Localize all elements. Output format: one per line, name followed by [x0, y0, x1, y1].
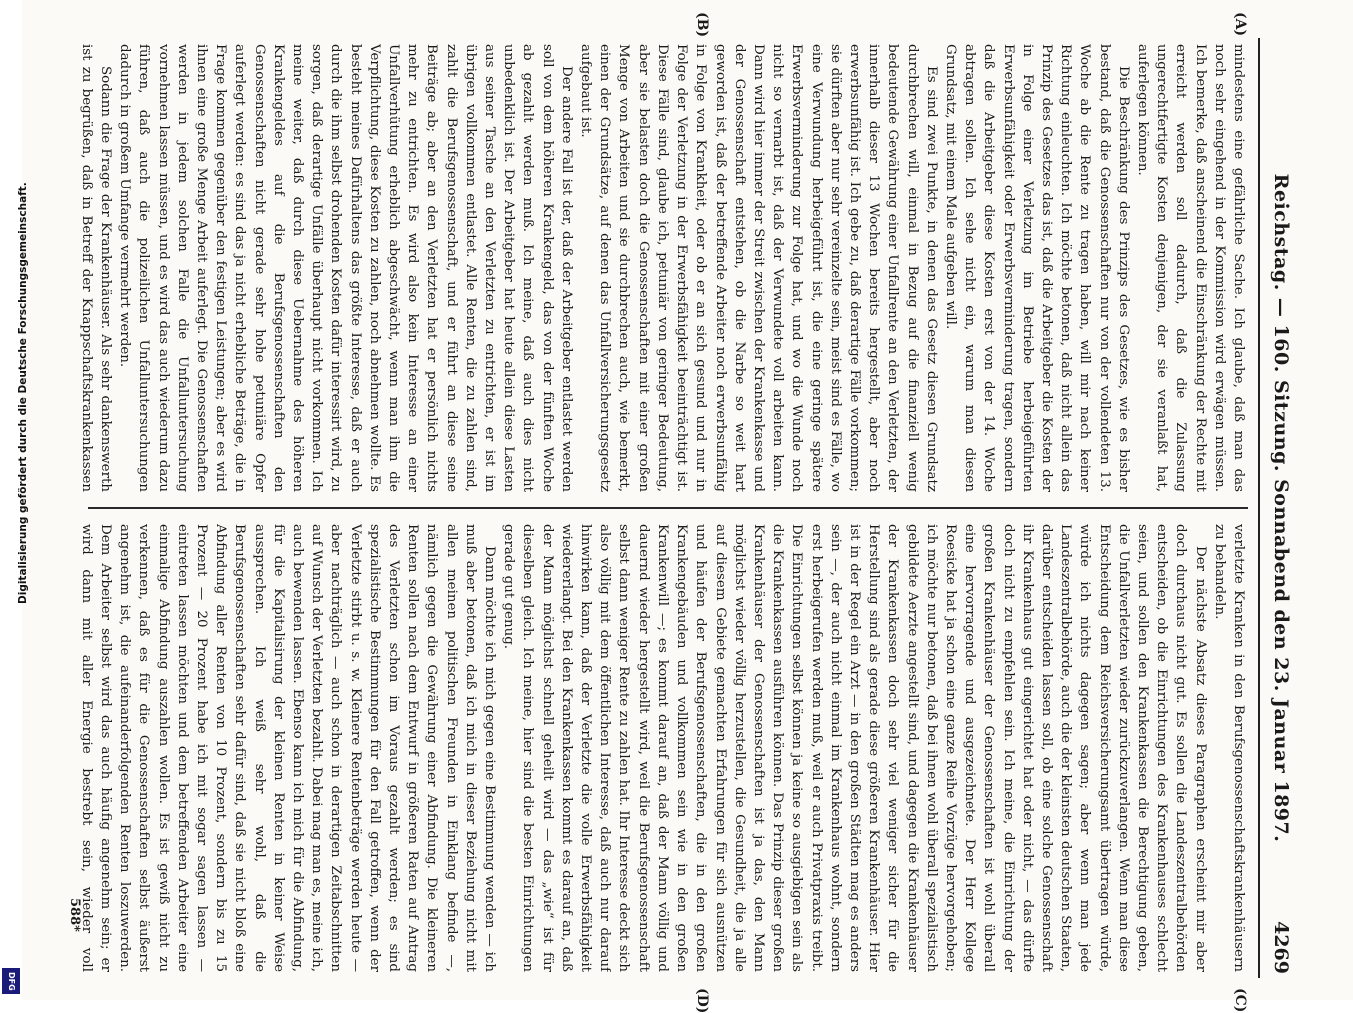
page-number: 4269 [1270, 921, 1292, 974]
paragraph: Sodann die Frage der Krankenhäuser. Als sehr dankenswerth ist zu begrüßen, daß in Betreff der Knappschaftskrankenkassen [78, 44, 114, 492]
margin-marker-a: (A) [1232, 12, 1248, 37]
paragraph: verletzte Kranken in den Berufsgenossenschaftskrankenhäusern zu behandeln. [1211, 524, 1246, 972]
paragraph: Der andere Fall ist der, daß der Arbeitgeber entlastet werden soll von dem höheren Krankengeld, das von der fünften Woche ab gezahlt werden muß. Ich meine, daß auch dies nicht unbedenklich ist. Der Arbeitgeber hat heute allein diese Lasten aus seiner Tasche an den Verletzten zu entrichten, er ist im übrigen vollkommen entlastet. Alle Renten, die zu zahlen sind, zahlt die Berufsgenossenschaft, und er führt an diese seine Beiträge ab; aber an den Verletzten hat er persönlich nichts mehr zu entrichten. Es wird also kein Interesse an einer Unfallverhütung erheblich abgeschwächt, wenn man ihm die Verpflichtung, diese Kosten zu zahlen, noch abnehmen wollte. Es besteht meines Dafürhaltens das größte Interesse, daß er auch durch die ihm selbst drohenden Kosten dafür interessirt wird, zu sorgen, daß derartige Unfälle überhaupt nicht vorkommen. Ich meine weiter, daß durch diese Uebernahme des höheren Krankengeldes auf die Berufsgenossenschaften den Genossenschaften nicht gerade sehr hohe petuniäre Opfer auferlegt werden: es sind das ja nicht erhebliche Beträge, die in Frage kommen gegenüber den festigen Leistungen; aber es wird ihnen eine große Menge Arbeit auferlegt. Die Genossenschaften werden in jedem solchen Falle die Unfalluntersuchung vornehmen lassen müssen, und es wird das auch wiederum dazu führen, daß auch die polizeilichen Unfalluntersuchungen dadurch in großem Umfange vermehrt werden. [117, 44, 574, 492]
rotated-document-page [60, 12, 1300, 1013]
paragraph: Dann möchte ich mich gegen eine Bestimmung wenden — ich muß aber betonen, daß ich mich in dieser Beziehung nicht mit allen meinen politischen Freunden in Einklang befinde —, nämlich gegen die Gewährung einer Abfindung. Die kleineren Renten sollen nach dem Entwurf in größeren Raten auf Antrag des Verletzten schon im Voraus gezahlt werden; es sind spezialistische Bestimmungen für den Fall getroffen, wenn der Verletzte stirbt u. s. w. Kleinere Rentenbeträge werden heute — aber nachträglich — auch schon in derartigen Zeitabschnitten auf Wunsch der Verletzten bezahlt. Dabei mag man es, meine ich, auch bewenden lassen. Ebenso kann ich mich für die Abfindung, für die Kapitalisirung der kleinen Renten in keiner Weise aussprechen. Ich weiß sehr wohl, daß die Berufsgenossenschaften sehr dafür sind, daß sie nicht bloß eine Abfindung aller Renten von 10 Prozent, sondern bis zu 15 Prozent — 20 Prozent habe ich mit sogar sagen lassen — eintreten lassen möchten und dem betreffenden Arbeiter eine einmalige Abfindung auszahlen wollen. Es ist gewiß nicht zu verkennen, daß es für die Genossenschaften selbst äußerst angenehm ist, die aufeinanderfolgenden Renten loszuwerden. Dem Arbeiter selbst wird das auch häufig angenehm sein; er wird dann mit aller Energie bestrebt sein, wieder voll [78, 524, 498, 972]
dfg-logo-icon: DFG [2, 968, 20, 994]
page-header [1258, 38, 1300, 978]
right-text-column [78, 524, 1248, 972]
running-title: Reichstag. — 160. Sitzung. Sonnabend den 23. Januar 1897. [1270, 173, 1292, 843]
credit-text: Digitalisierung gefördert durch die Deutsche Forschungsgemeinschaft. [17, 182, 29, 604]
margin-marker-c: (C) [1232, 988, 1248, 1013]
left-text-column [78, 44, 1248, 492]
credit-strip [0, 0, 29, 1000]
paragraph: Die Beschränkung des Prinzips des Gesetzes, wie es bisher bestand, daß die Genossenschaften nur von der vollendeten 13. Woche ab die Rente zu tragen haben, will mir nach keiner Richtung einleuchten. Ich möchte betonen, daß nicht allein das Prinzip des Gesetzes das ist, daß die Arbeitgeber die Kosten der in Folge einer Verletzung im Betriebe herbeigeführten Erwerbsunfähigkeit oder Erwerbsverminderung tragen, sondern daß die Arbeitgeber diese Kosten erst von der 14. Woche abtragen sollen. Ich sehe nicht ein, warum man diesen Grundsatz, mit einem Male aufgeben will. [942, 44, 1131, 492]
signature-mark: 588* [67, 898, 82, 932]
paragraph: Es sind zwei Punkte, in denen das Gesetz diesen Grundsatz durchbrechen will, einmal in Bezug auf die finanziell wenig bedeutende Gewährung einer Unfallrente an den Verletzten, der innerhalb dieser 13 Wochen bereits hergestellt, aber noch erwerbsunfähig ist. Ich gebe zu, daß derartige Fälle vorkommen; sie dürften aber nur sehr vereinzelte sein, meist sind es Fälle, wo eine Verwundung herbeigeführt ist, die eine geringe spätere Erwerbsverminderung zur Folge hat, und wo die Wunde noch nicht so vernarbt ist, daß der Verwundete voll arbeiten kann. Dann wird hier immer der Streit zwischen der Krankenkasse und der Genossenschaft entstehen, ob die Narbe so weit hart geworden ist, daß der betreffende Arbeiter noch erwerbsunfähig in Folge von Krankheit, oder ob er an sich gesund und nur in Folge der Verletzung in der Erwerbsfähigkeit beeinträchtigt ist. Diese Fälle sind, glaube ich, petuniär von geringer Bedeutung, aber sie belasten doch die Genossenschaften mit einer großen Menge von Arbeiten und sie durchbrechen auch, wie bemerkt, einen der Grundsätze, auf denen das Unfallversicherungsgesetz aufgebaut ist. [578, 44, 939, 492]
column-divider [88, 507, 1248, 509]
margin-marker-d: (D) [694, 988, 710, 1013]
paragraph: Der nächste Absatz dieses Paragraphen erscheint mir aber doch durchaus nicht gut. Es sollen die Landeszentralbehörden entscheiden, ob die Einrichtungen des Krankenhauses schlecht seien, und sollen den Krankenkassen die Berechtigung geben, die Unfallverletzten wieder zurückzuverlangen. Wenn man diese Entscheidung dem Reichsversicherungsamt übertragen würde, würde ich nichts dagegen sagen; aber wenn man jede Landeszentralbehörde, auch die der kleinsten deutschen Staaten, darüber entscheiden lassen soll, ob eine solche Genossenschaft ihr Krankenhaus gut eingerichtet hat oder nicht, — das dürfte doch nicht zu empfehlen sein. Ich meine, die Einrichtung der großen Krankenhäuser der Genossenschaften ist wohl überall eine hervorragende und ausgezeichnete. Der Herr Kollege Roesicke hat ja schon eine ganze Reihe Vorzüge hervorgehoben; ich möchte nur betonen, daß bei ihnen wohl überall spezialistisch gebildete Aerzte angestellt sind, und dagegen die Krankenhäuser der Krankenkassen doch sehr viel weniger sicher für die Herstellung sind als gerade diese größeren Krankenhäuser. Hier ist in der Regel ein Arzt — in den großen Städten mag es anders sein —, der auch nicht einmal im Krankenhaus wohnt, sondern erst herbeigerufen werden muß, weil er auch Privatpraxis treibt. Die Einrichtungen selbst können ja keine so ausgiebigen sein als die Krankenkassen ausführen können. Das Prinzip dieser großen Krankenhäuser der Genossenschaften ist ja das, den Mann möglichst wieder völlig herzustellen, die Gesundheit, die ja alle auf diesem Gebiete gemachten Erfahrungen für sich ausnützen und häufen der Berufsgenossenschaften, die in den großen Krankengebäuden und vollkommen sein wie in den großen Krankenwill —; es kommt darauf an, daß der Mann völlig und dauernd wieder hergestellt wird, weil die Berufsgenossenschaft selbst dann weniger Rente zu zahlen hat. Ihr Interesse deckt sich also völlig mit dem öffentlichen Interesse, daß auch nur darauf hinwirken kann, daß der Verletzte die volle Erwerbsfähigkeit wiedererlangt. Bei den Krankenkassen kommt es darauf an, daß der Mann möglichst schnell geheilt wird — das „wie“ ist für dieselben gleich. Ich meine, hier sind die besten Einrichtungen gerade gut genug. [501, 524, 1208, 972]
paragraph: mindestens eine gefährliche Sache. Ich glaube, daß man das noch sehr eingehend in der Kommission wird erwägen müssen. Ich bemerke, daß anscheinend die Einschränkung der Rechte mit erreicht werden soll dadurch, daß die Zulassung ungerechtfertigte Kosten denjenigen, der sie veranlaßt hat, auferlegen können. [1134, 44, 1246, 492]
margin-marker-b: (B) [694, 12, 710, 38]
